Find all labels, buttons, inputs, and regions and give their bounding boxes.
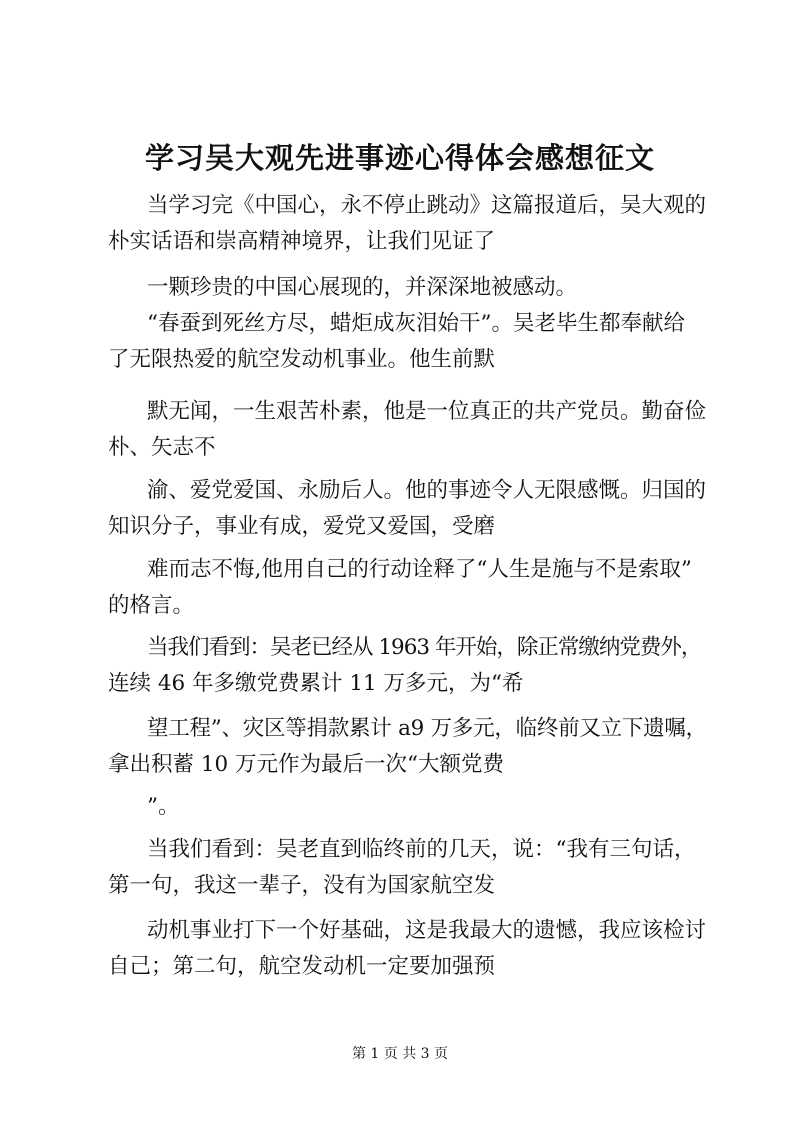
text-line: 知识分子，事业有成，爱党又爱国，受磨 [108, 514, 496, 539]
paragraph [108, 913, 708, 985]
paragraph [108, 552, 708, 624]
text-line: ”。 [147, 794, 180, 819]
paragraph [108, 270, 708, 306]
text-line: 一颗珍贵的中国心展现的，并深深地被感动。 [147, 275, 578, 300]
text-line: 动机事业打下一个好基础，这是我最大的遗憾，我应该检讨 [147, 918, 707, 943]
text-line: 当学习完《中国心，永不停止跳动》这篇报道后，吴大观的 [147, 193, 707, 218]
paragraph [108, 711, 708, 783]
text-line: 了无限热爱的航空发动机事业。他生前默 [108, 347, 496, 372]
text-line: 渝、爱党爱国、永励后人。他的事迹令人无限感慨。归国的 [147, 478, 707, 503]
document-title: 学习吴大观先进事迹心得体会感想征文 [144, 141, 655, 175]
paragraph [108, 306, 708, 378]
paragraph [108, 188, 708, 260]
text-line: 朴、矢志不 [108, 435, 216, 460]
paragraph [108, 473, 708, 545]
text-line: 当我们看到：吴老直到临终前的几天，说：“我有三句话， [147, 837, 696, 862]
text-line: 当我们看到：吴老已经从 1963 年开始，除正常缴纳党费外， [147, 635, 702, 660]
text-line: 难而志不悔,他用自己的行动诠释了“人生是施与不是索取” [147, 557, 692, 582]
text-line: 第一句，我这一辈子，没有为国家航空发 [108, 873, 496, 898]
paragraph [108, 832, 708, 904]
text-line: “春蚕到死丝方尽，蜡炬成灰泪始干”。吴老毕生都奉献给 [147, 311, 685, 336]
text-line: 连续 46 年多缴党费累计 11 万多元，为“希 [108, 671, 524, 696]
text-line: 望工程”、灾区等捐款累计 a9 万多元，临终前又立下遗嘱， [147, 716, 707, 741]
paragraph [108, 789, 708, 825]
page-indicator: 第 1 页 共 3 页 [351, 1046, 449, 1062]
text-line: 朴实话语和崇高精神境界，让我们见证了 [108, 229, 496, 254]
text-line: 默无闻，一生艰苦朴素，他是一位真正的共产党员。勤奋俭 [147, 399, 707, 424]
paragraph [108, 394, 708, 466]
text-line: 拿出积蓄 10 万元作为最后一次“大额党费 [108, 752, 505, 777]
text-line: 自己；第二句，航空发动机一定要加强预 [108, 954, 496, 979]
paragraph [108, 630, 708, 702]
text-line: 的格言。 [108, 593, 195, 618]
